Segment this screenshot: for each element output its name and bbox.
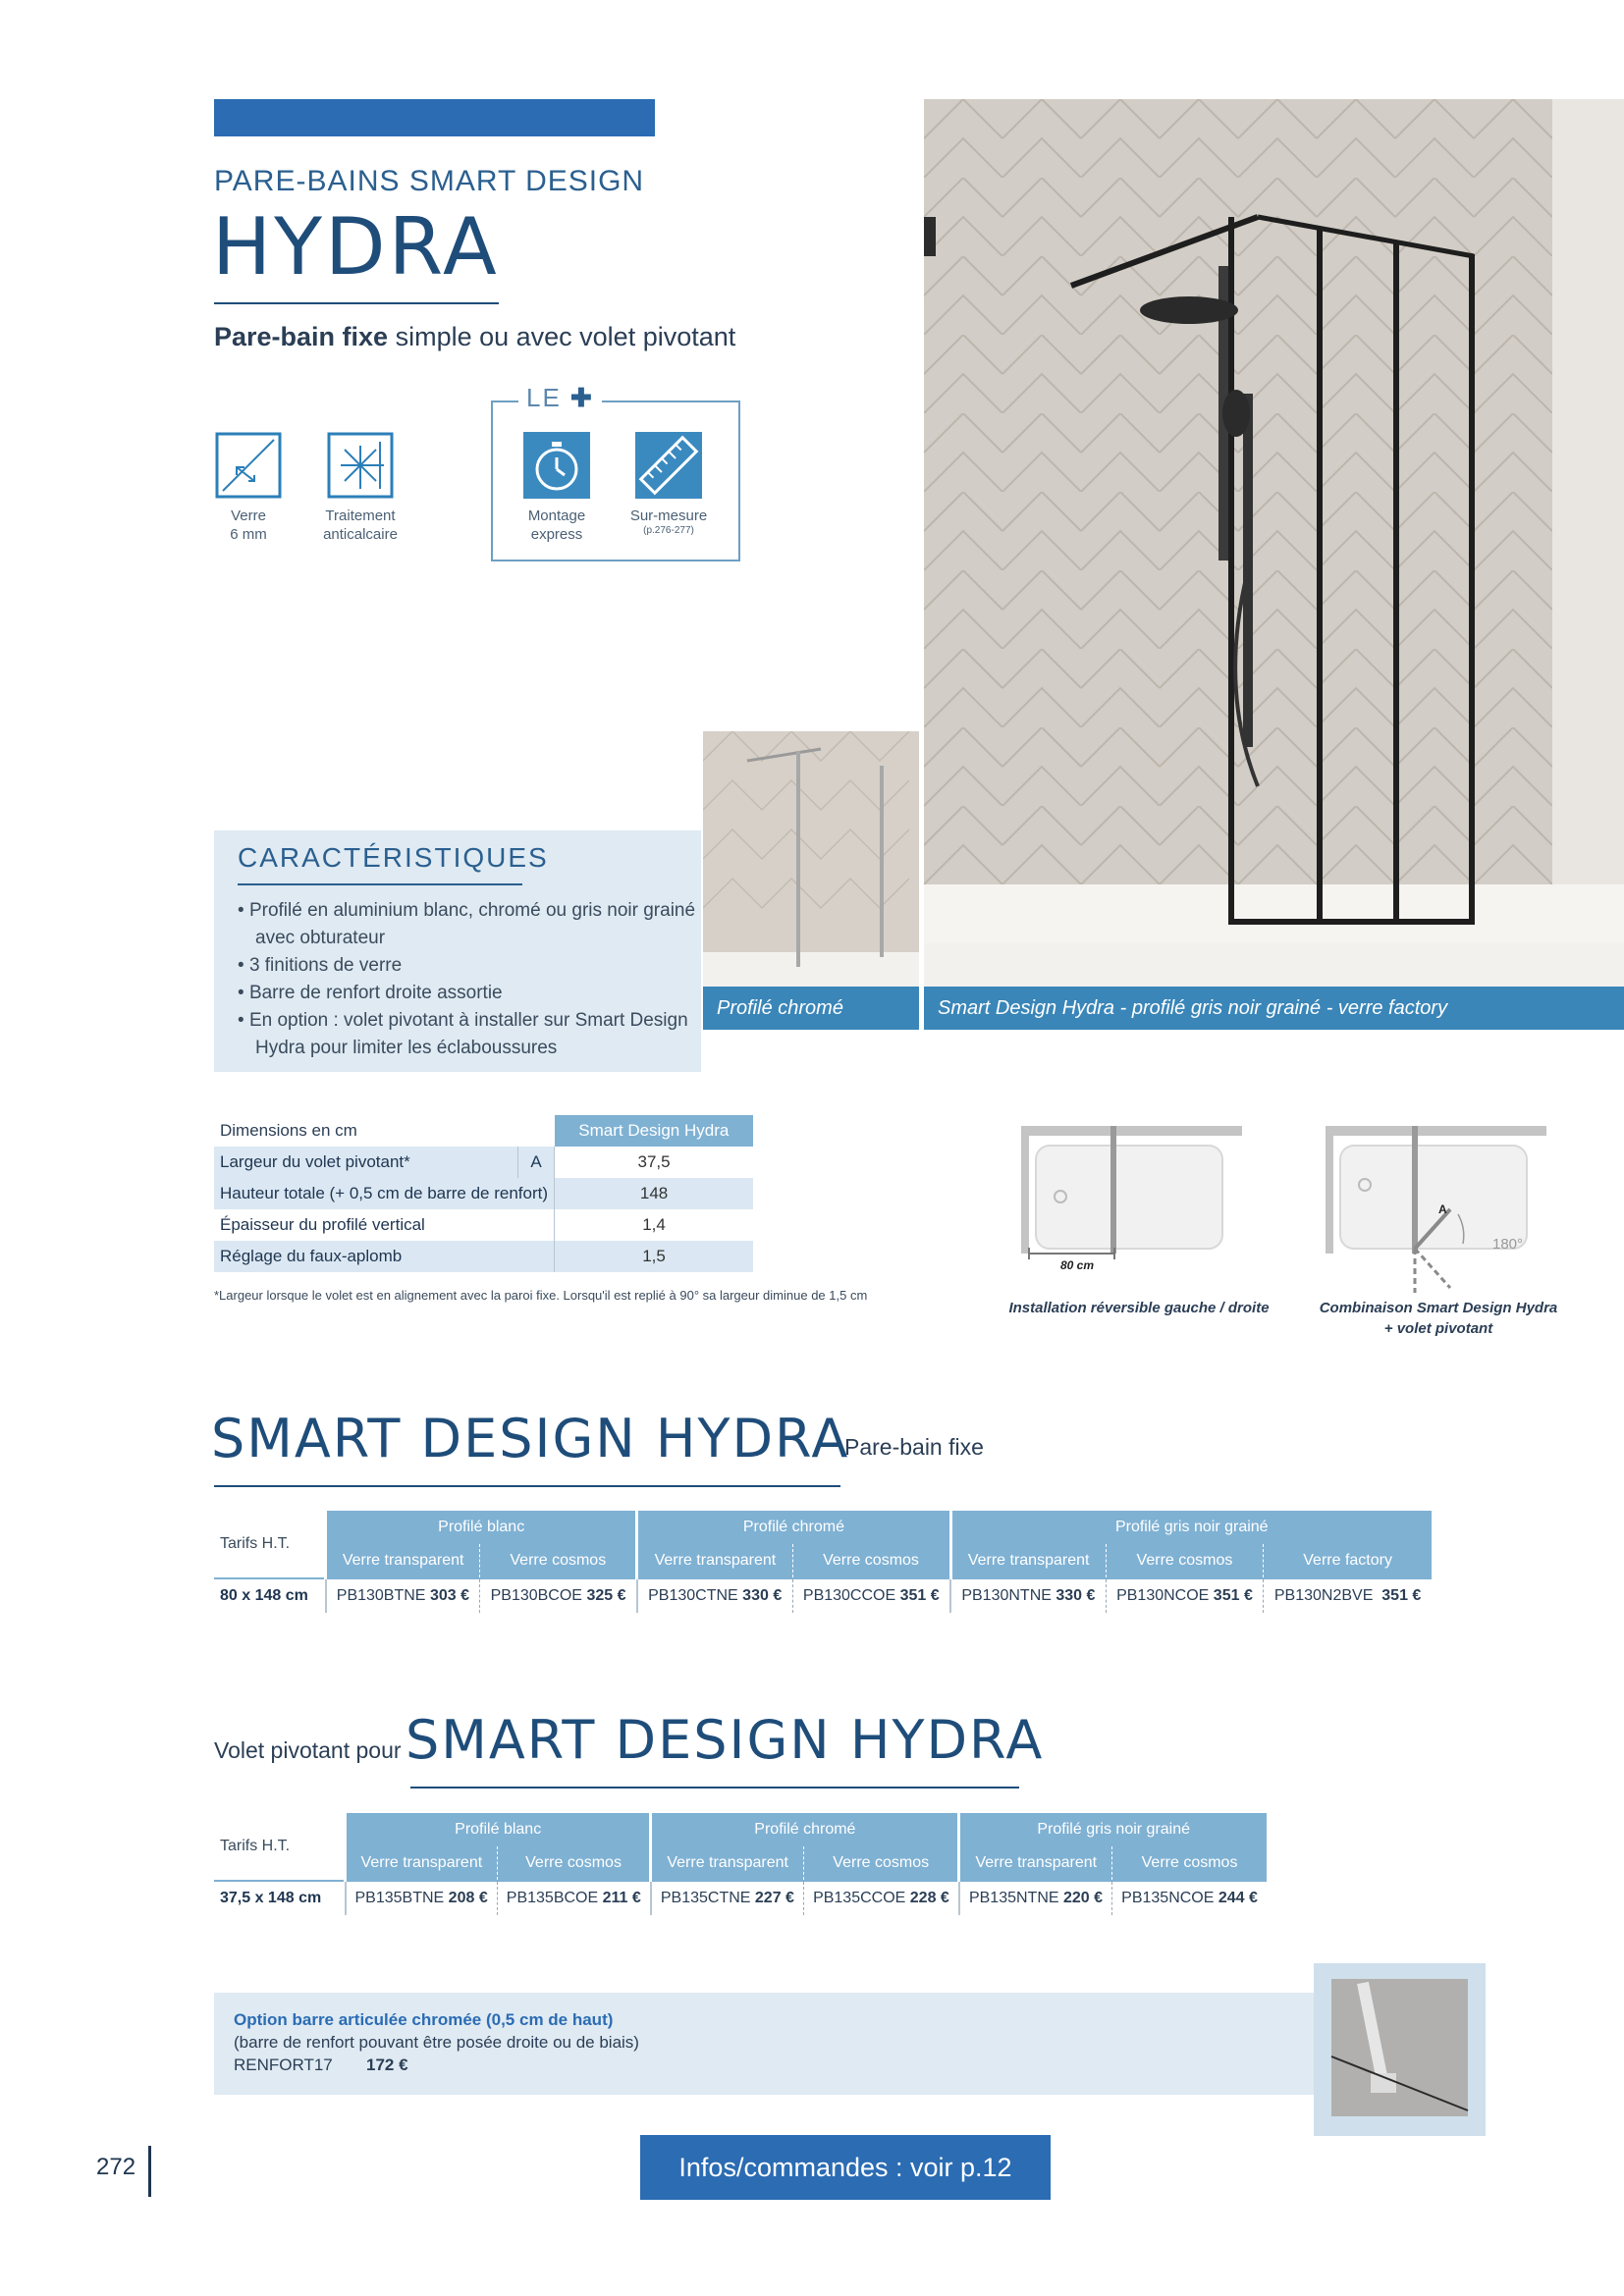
column-header: Verre cosmos [792, 1544, 950, 1578]
diagram-reversible [1016, 1126, 1247, 1293]
main-product-photo [924, 99, 1624, 1030]
small-photo-caption: Profilé chromé [703, 987, 919, 1030]
dimensions-footnote: *Largeur lorsque le volet est en alignement avec la paroi fixe. Lorsqu'il est replié à 90° sa largeur diminue de 1,5 cm [214, 1288, 868, 1303]
group-header: Profilé chromé [637, 1511, 950, 1544]
dimension-value: 1,4 [642, 1215, 666, 1234]
list-item: • Barre de renfort droite assortie [238, 983, 503, 1003]
stopwatch-icon [523, 432, 590, 499]
column-header: Verre transparent [651, 1846, 804, 1881]
dimension-label: Hauteur totale (+ 0,5 cm de barre de renfort) [214, 1178, 555, 1209]
option-title: Option barre articulée chromée (0,5 cm de haut) [234, 2010, 614, 2029]
table-row [214, 1813, 1267, 1846]
feature-glass [194, 432, 302, 544]
list-item-text: Profilé en aluminium blanc, chromé ou gris noir grainé avec obturateur [248, 900, 696, 948]
feature-anticalcaire [306, 432, 414, 544]
column-header: Verre transparent [959, 1846, 1112, 1881]
group-header: Profilé gris noir grainé [950, 1511, 1432, 1544]
feature-montage-line2: express [530, 526, 583, 543]
option-box [214, 1993, 1314, 2095]
price-cell: PB130BCOE 325 € [480, 1578, 637, 1613]
row-size-label: 80 x 148 cm [214, 1578, 326, 1613]
diagram-caption-line2: + volet pivotant [1383, 1320, 1493, 1337]
group-header: Profilé blanc [326, 1511, 637, 1544]
table-row [214, 1511, 1432, 1544]
tarif-label: Tarifs H.T. [220, 1838, 291, 1854]
chrome-profile-photo [703, 731, 919, 1030]
column-header: Verre transparent [326, 1544, 480, 1578]
price-cell: PB130CTNE 330 € [637, 1578, 792, 1613]
feature-glass-line1: Verre [231, 507, 266, 524]
price-cell: PB130N2BVE 351 € [1264, 1578, 1432, 1613]
diagram-angle-label: 180° [1492, 1236, 1524, 1253]
section-volet-prefix: Volet pivotant pour [214, 1737, 402, 1763]
feature-montage-line1: Montage [527, 507, 586, 524]
dimension-value: 148 [555, 1178, 754, 1209]
table-row [214, 1578, 1432, 1613]
price-cell: PB130BTNE 303 € [326, 1578, 480, 1613]
section-volet-underline [410, 1787, 1019, 1789]
section-fixed-subtitle: Pare-bain fixe [844, 1434, 984, 1460]
row-size-label: 37,5 x 148 cm [214, 1881, 346, 1915]
table-row [214, 1115, 753, 1147]
title-underline [214, 302, 499, 304]
anti-limescale-icon [327, 432, 394, 499]
page-number: 272 [96, 2154, 136, 2180]
plus-icon: ✚ [570, 383, 594, 412]
page-number-divider [148, 2146, 151, 2197]
dimension-label: Épaisseur du profilé vertical [214, 1209, 555, 1241]
table-row [214, 1544, 1432, 1578]
glass-thickness-icon [215, 432, 282, 499]
feature-anticalcaire-line2: anticalcaire [323, 526, 398, 543]
dimensions-table [214, 1115, 753, 1272]
price-cell: PB130NCOE 351 € [1106, 1578, 1263, 1613]
column-header: Verre cosmos [1112, 1846, 1267, 1881]
subtitle-bold: Pare-bain fixe [214, 322, 389, 351]
table-row [214, 1241, 753, 1272]
list-item-text: En option : volet pivotant à installer sur Smart Design Hydra pour limiter les éclaboussures [248, 1010, 688, 1058]
dimensions-header-label: Dimensions en cm [220, 1121, 357, 1140]
list-item-text: Barre de renfort droite assortie [248, 983, 503, 1003]
column-header: Verre transparent [950, 1544, 1106, 1578]
le-label-text: LE [526, 383, 562, 412]
subtitle-rest: simple ou avec volet pivotant [388, 322, 736, 351]
diagram-reversible-caption [992, 1298, 1286, 1318]
diagram-combination [1321, 1126, 1551, 1293]
column-header: Verre factory [1264, 1544, 1432, 1578]
dimensions-header-col: Smart Design Hydra [555, 1115, 754, 1147]
page-kicker: PARE-BAINS SMART DESIGN [214, 165, 645, 197]
column-header: Verre cosmos [1106, 1544, 1263, 1578]
price-cell: PB135NCOE 244 € [1112, 1881, 1267, 1915]
group-header: Profilé chromé [651, 1813, 959, 1846]
group-header: Profilé gris noir grainé [959, 1813, 1267, 1846]
list-item: • Profilé en aluminium blanc, chromé ou gris noir grainé avec obturateur [238, 900, 696, 948]
price-cell: PB135NTNE 220 € [959, 1881, 1112, 1915]
list-item-text: 3 finitions de verre [248, 955, 403, 976]
table-row [214, 1846, 1267, 1881]
dimension-label: Réglage du faux-aplomb [214, 1241, 555, 1272]
table-row [214, 1147, 753, 1178]
characteristics-title: CARACTÉRISTIQUES [238, 842, 549, 873]
feature-sur-mesure [615, 432, 723, 537]
tarif-label: Tarifs H.T. [220, 1535, 291, 1552]
dimension-label: Largeur du volet pivotant* [214, 1147, 518, 1178]
header-accent-bar [214, 99, 655, 136]
list-item: • En option : volet pivotant à installer sur Smart Design Hydra pour limiter les éclaboussures [238, 1010, 688, 1058]
price-cell: PB135BTNE 208 € [346, 1881, 498, 1915]
main-photo-caption: Smart Design Hydra - profilé gris noir grainé - verre factory [924, 987, 1624, 1030]
feature-glass-line2: 6 mm [230, 526, 267, 543]
dimension-value: 1,5 [555, 1241, 754, 1272]
diagram-code-label: A [1438, 1202, 1447, 1216]
page-title: HYDRA [212, 201, 500, 293]
page-subtitle [214, 322, 735, 352]
feature-sur-mesure-line1: Sur-mesure [629, 507, 708, 524]
dimension-value: 37,5 [555, 1147, 754, 1178]
diagram-caption-line1: Combinaison Smart Design Hydra [1319, 1300, 1558, 1316]
column-header: Verre transparent [637, 1544, 792, 1578]
le-plus-label [518, 383, 602, 413]
characteristics-list [238, 897, 701, 1062]
option-price: 172 € [366, 2056, 408, 2074]
feature-sur-mesure-page-ref: (p.276-277) [643, 525, 694, 536]
ruler-icon [635, 432, 702, 499]
feature-montage [503, 432, 611, 544]
option-bar-photo [1314, 1963, 1486, 2136]
price-cell: PB135BCOE 211 € [497, 1881, 651, 1915]
diagram-combination-caption [1291, 1298, 1586, 1339]
column-header: Verre transparent [346, 1846, 498, 1881]
price-cell: PB135CCOE 228 € [803, 1881, 958, 1915]
diagram-caption-line1: Installation réversible gauche / droite [1008, 1300, 1270, 1316]
characteristics-box [214, 830, 701, 1072]
section-fixed-title: SMART DESIGN HYDRA [211, 1408, 850, 1469]
feature-anticalcaire-line1: Traitement [325, 507, 396, 524]
column-header: Verre cosmos [480, 1544, 637, 1578]
characteristics-underline [238, 883, 522, 885]
list-item: • 3 finitions de verre [238, 955, 403, 976]
column-header: Verre cosmos [803, 1846, 958, 1881]
section-volet-title: SMART DESIGN HYDRA [406, 1709, 1045, 1771]
price-cell: PB130CCOE 351 € [792, 1578, 950, 1613]
price-cell: PB135CTNE 227 € [651, 1881, 804, 1915]
section-fixed-underline [214, 1485, 840, 1487]
dimension-code: A [518, 1147, 555, 1178]
option-ref: RENFORT17 [234, 2056, 333, 2074]
option-description: (barre de renfort pouvant être posée droite ou de biais) [234, 2033, 639, 2052]
fixed-price-table [214, 1511, 1432, 1613]
volet-price-table [214, 1813, 1267, 1915]
infos-commandes-button[interactable]: Infos/commandes : voir p.12 [640, 2135, 1051, 2200]
table-row [214, 1209, 753, 1241]
diagram-width-label: 80 cm [1060, 1258, 1095, 1272]
table-row [214, 1178, 753, 1209]
column-header: Verre cosmos [497, 1846, 651, 1881]
group-header: Profilé blanc [346, 1813, 651, 1846]
table-row [214, 1881, 1267, 1915]
price-cell: PB130NTNE 330 € [950, 1578, 1106, 1613]
